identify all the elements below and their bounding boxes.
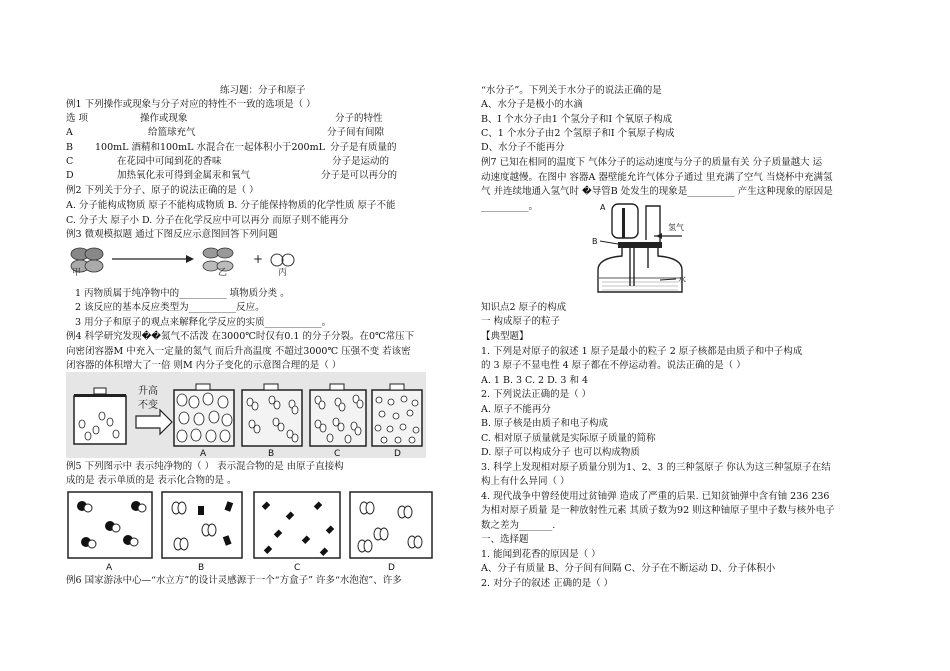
example-5-line-2: 成的是 表示单质的是 表示化合物的是 。 <box>66 475 237 486</box>
arrow-label-heat: 升高 <box>138 386 158 397</box>
example-2-options-ab: A. 分子能构成物质 原子不能构成物质 B. 分子能保持物质的化学性质 原子不能 <box>66 200 396 211</box>
section-atom-structure: 知识点2 原子的构成 <box>481 302 567 313</box>
question-3-line-1: 3. 科学上发现相对原子质量分别为1、2、3 的三种氢原子 你认为这三种氢原子在结 <box>481 462 831 473</box>
reactant-molecule-4 <box>85 260 103 272</box>
label-a: A <box>600 203 606 212</box>
right-line-3: B、I 个水分子由1 个氢分子和I 个氧原子构成 <box>481 114 673 125</box>
label-yi: 乙 <box>218 268 228 276</box>
choice-question-1-stem: 1. 能闻到花香的原因是（ ） <box>481 549 601 560</box>
question-4-line-1: 4. 现代战争中曾经使用过贫铀弹 造成了严重的后果. 已知贫铀弹中含有铀 236 236 <box>481 491 830 502</box>
subsection-particles: 一 构成原子的粒子 <box>481 316 561 327</box>
question-2-option-b: B. 原子核是由质子和电子构成 <box>481 418 609 429</box>
example-2-options-cd: C. 分子大 原子小 D. 分子在化学反应中可以再分 而原子则不能再分 <box>66 215 349 226</box>
ex1-row-b-option: B <box>66 142 73 153</box>
right-line-4: C、1 个水分子由2 个氢原子和I 个氧原子构成 <box>481 128 675 139</box>
box-label-c: C <box>294 563 301 572</box>
example-3-stem: 例3 微观模拟题 通过下图反应示意图回答下列问题 <box>66 229 278 240</box>
box-label-a: A <box>106 563 113 572</box>
example-3-question-2: 2 该反应的基本反应类型为__________反应。 <box>75 302 265 313</box>
question-1-options: A. 1 B. 3 C. 2 D. 3 和 4 <box>481 375 589 386</box>
example-6-line-1: 例6 国家游泳中心—“水立方”的设计灵感源于一个“方盒子” 许多“水泡泡”、许多 <box>66 575 402 586</box>
particle-box-c <box>254 492 340 558</box>
container-original <box>74 388 126 444</box>
ex1-row-b-operation: 100mL 酒精和100mL 水混合在一起体积小于200mL <box>95 142 325 153</box>
example-3-question-3: 3 用分子和原子的观点来解释化学反应的实质____________。 <box>75 317 332 328</box>
ex1-row-a-option: A <box>66 127 73 138</box>
ex1-header-property: 分子的特性 <box>335 113 383 124</box>
example-7-line-2: 动速度越慢。在图中 容器A 器壁能允许气体分子通过 里充满了空气 当烧杯中充满氢 <box>481 172 833 183</box>
arrow-label-constant: 不变 <box>138 400 158 411</box>
ex1-row-a-property: 分子间有间隙 <box>327 127 385 138</box>
example-7-line-3: 气 并连续地通入氢气时 �导管B 处发生的现象是__________ 产生这种现象的原因是 <box>481 186 833 197</box>
example-1-stem: 例1 下列操作或现象与分子对应的特性不一致的选项是（ ） <box>66 99 316 110</box>
reaction-schematic-figure <box>66 244 310 276</box>
svg-text:+: + <box>253 252 264 266</box>
label-b: B <box>592 237 598 246</box>
container-option-d <box>372 384 422 446</box>
particle-box-a <box>68 492 152 558</box>
right-line-1: “水分子”。下列关于水分子的说法正确的是 <box>481 85 662 96</box>
example-3-question-1: 1 丙物质属于纯净物中的__________ 填物质分类 。 <box>75 288 290 299</box>
container-molecules-figure <box>66 372 426 458</box>
particle-box-b <box>162 492 242 558</box>
choice-question-2-stem: 2. 对分子的叙述 正确的是（ ） <box>481 578 614 589</box>
ex1-row-a-operation: 给篮球充气 <box>148 127 196 138</box>
ex1-header-option: 选 项 <box>66 113 89 124</box>
ex1-row-d-operation: 加热氧化汞可得到金属汞和氧气 <box>117 170 251 181</box>
question-2-stem: 2. 下列说法正确的是（ ） <box>481 389 592 400</box>
label-hydrogen: 氢气 <box>668 223 684 232</box>
ex1-row-b-property: 分子是有质量的 <box>330 142 397 153</box>
choice-section-heading: 一、选择题 <box>481 534 529 545</box>
option-label-b: B <box>268 449 275 458</box>
example-7-line-1: 例7 已知在相同的温度下 气体分子的运动速度与分子的质量有关 分子质量越大 运 <box>481 157 823 168</box>
question-1-line-2: 的 3 原子不显电性 4 原子都在不停运动着。说法正确的是（ ） <box>481 360 746 371</box>
right-line-2: A、水分子是极小的水滴 <box>481 99 583 110</box>
reactant-molecule-2 <box>85 248 103 260</box>
ex1-header-operation: 操作或现象 <box>140 113 188 124</box>
container-option-a <box>174 384 234 446</box>
example-5-line-1: 例5 下列图示中 表示纯净物的（ ） 表示混合物的是 由原子直接构 <box>66 461 344 472</box>
bottle <box>598 248 682 292</box>
example-4-line-3: 闭容器的体积增大了一倍 则M 内分子变化的示意图合理的是（ ） <box>66 360 342 371</box>
ex1-row-c-option: C <box>66 156 74 167</box>
example-4-line-2: 向密闭容器M 中充入一定量的氮气 而后升高温度 不超过3000℃ 压强不变 若该密 <box>66 346 411 357</box>
stopper <box>618 242 662 248</box>
question-3-line-2: 构上有什么异同（ ） <box>481 476 570 487</box>
label-bing: 丙 <box>278 268 288 276</box>
question-2-option-d: D. 原子可以构成分子 也可以构成物质 <box>481 447 640 458</box>
label-water: 水 <box>678 275 686 284</box>
typical-questions-heading: 【典型题】 <box>481 331 529 342</box>
right-line-5: D、水分子不能再分 <box>481 142 565 153</box>
ex1-row-c-property: 分子是运动的 <box>332 156 390 167</box>
question-2-option-c: C. 相对原子质量就是实际原子质量的简称 <box>481 433 656 444</box>
ex1-row-d-property: 分子是可以再分的 <box>321 170 398 181</box>
ex1-row-d-option: D <box>66 170 74 181</box>
question-2-option-a: A. 原子不能再分 <box>481 404 551 415</box>
option-label-c: C <box>334 449 341 458</box>
container-option-c <box>310 384 366 446</box>
question-1-line-1: 1. 下列是对原子的叙述 1 原子是最小的粒子 2 原子核都是由质子和中子构成 <box>481 346 803 357</box>
label-jia: 甲 <box>72 268 82 276</box>
hydrogen-apparatus-figure <box>588 198 698 294</box>
example-7-line-4: __________。 <box>481 201 539 212</box>
box-label-b: B <box>198 563 205 572</box>
question-4-line-3: 数之差为_______. <box>481 520 556 531</box>
ex1-row-c-operation: 在花园中可闻到花的香味 <box>117 156 222 167</box>
box-label-d: D <box>388 563 395 572</box>
example-4-line-1: 例4 科学研究发现��氮气不活泼 在3000℃时仅有0.1 的分子分裂。在0℃常压下 <box>66 331 415 342</box>
particle-boxes-figure <box>66 490 436 572</box>
option-label-d: D <box>394 449 401 458</box>
question-4-line-2: 为相对原子质量 是一种放射性元素 其质子数为92 则这种铀原子里中子数与核外电子 <box>481 505 835 516</box>
choice-question-1-options: A、分子有质量 B、分子间有间隔 C、分子在不断运动 D、分子体积小 <box>481 563 776 574</box>
option-label-a: A <box>200 449 207 458</box>
example-2-stem: 例2 下列关于分子、原子的说法正确的是（ ） <box>66 185 259 196</box>
page-title: 练习题：分子和原子 <box>220 85 306 96</box>
container-option-b <box>242 384 302 446</box>
particle-box-d <box>350 492 432 558</box>
